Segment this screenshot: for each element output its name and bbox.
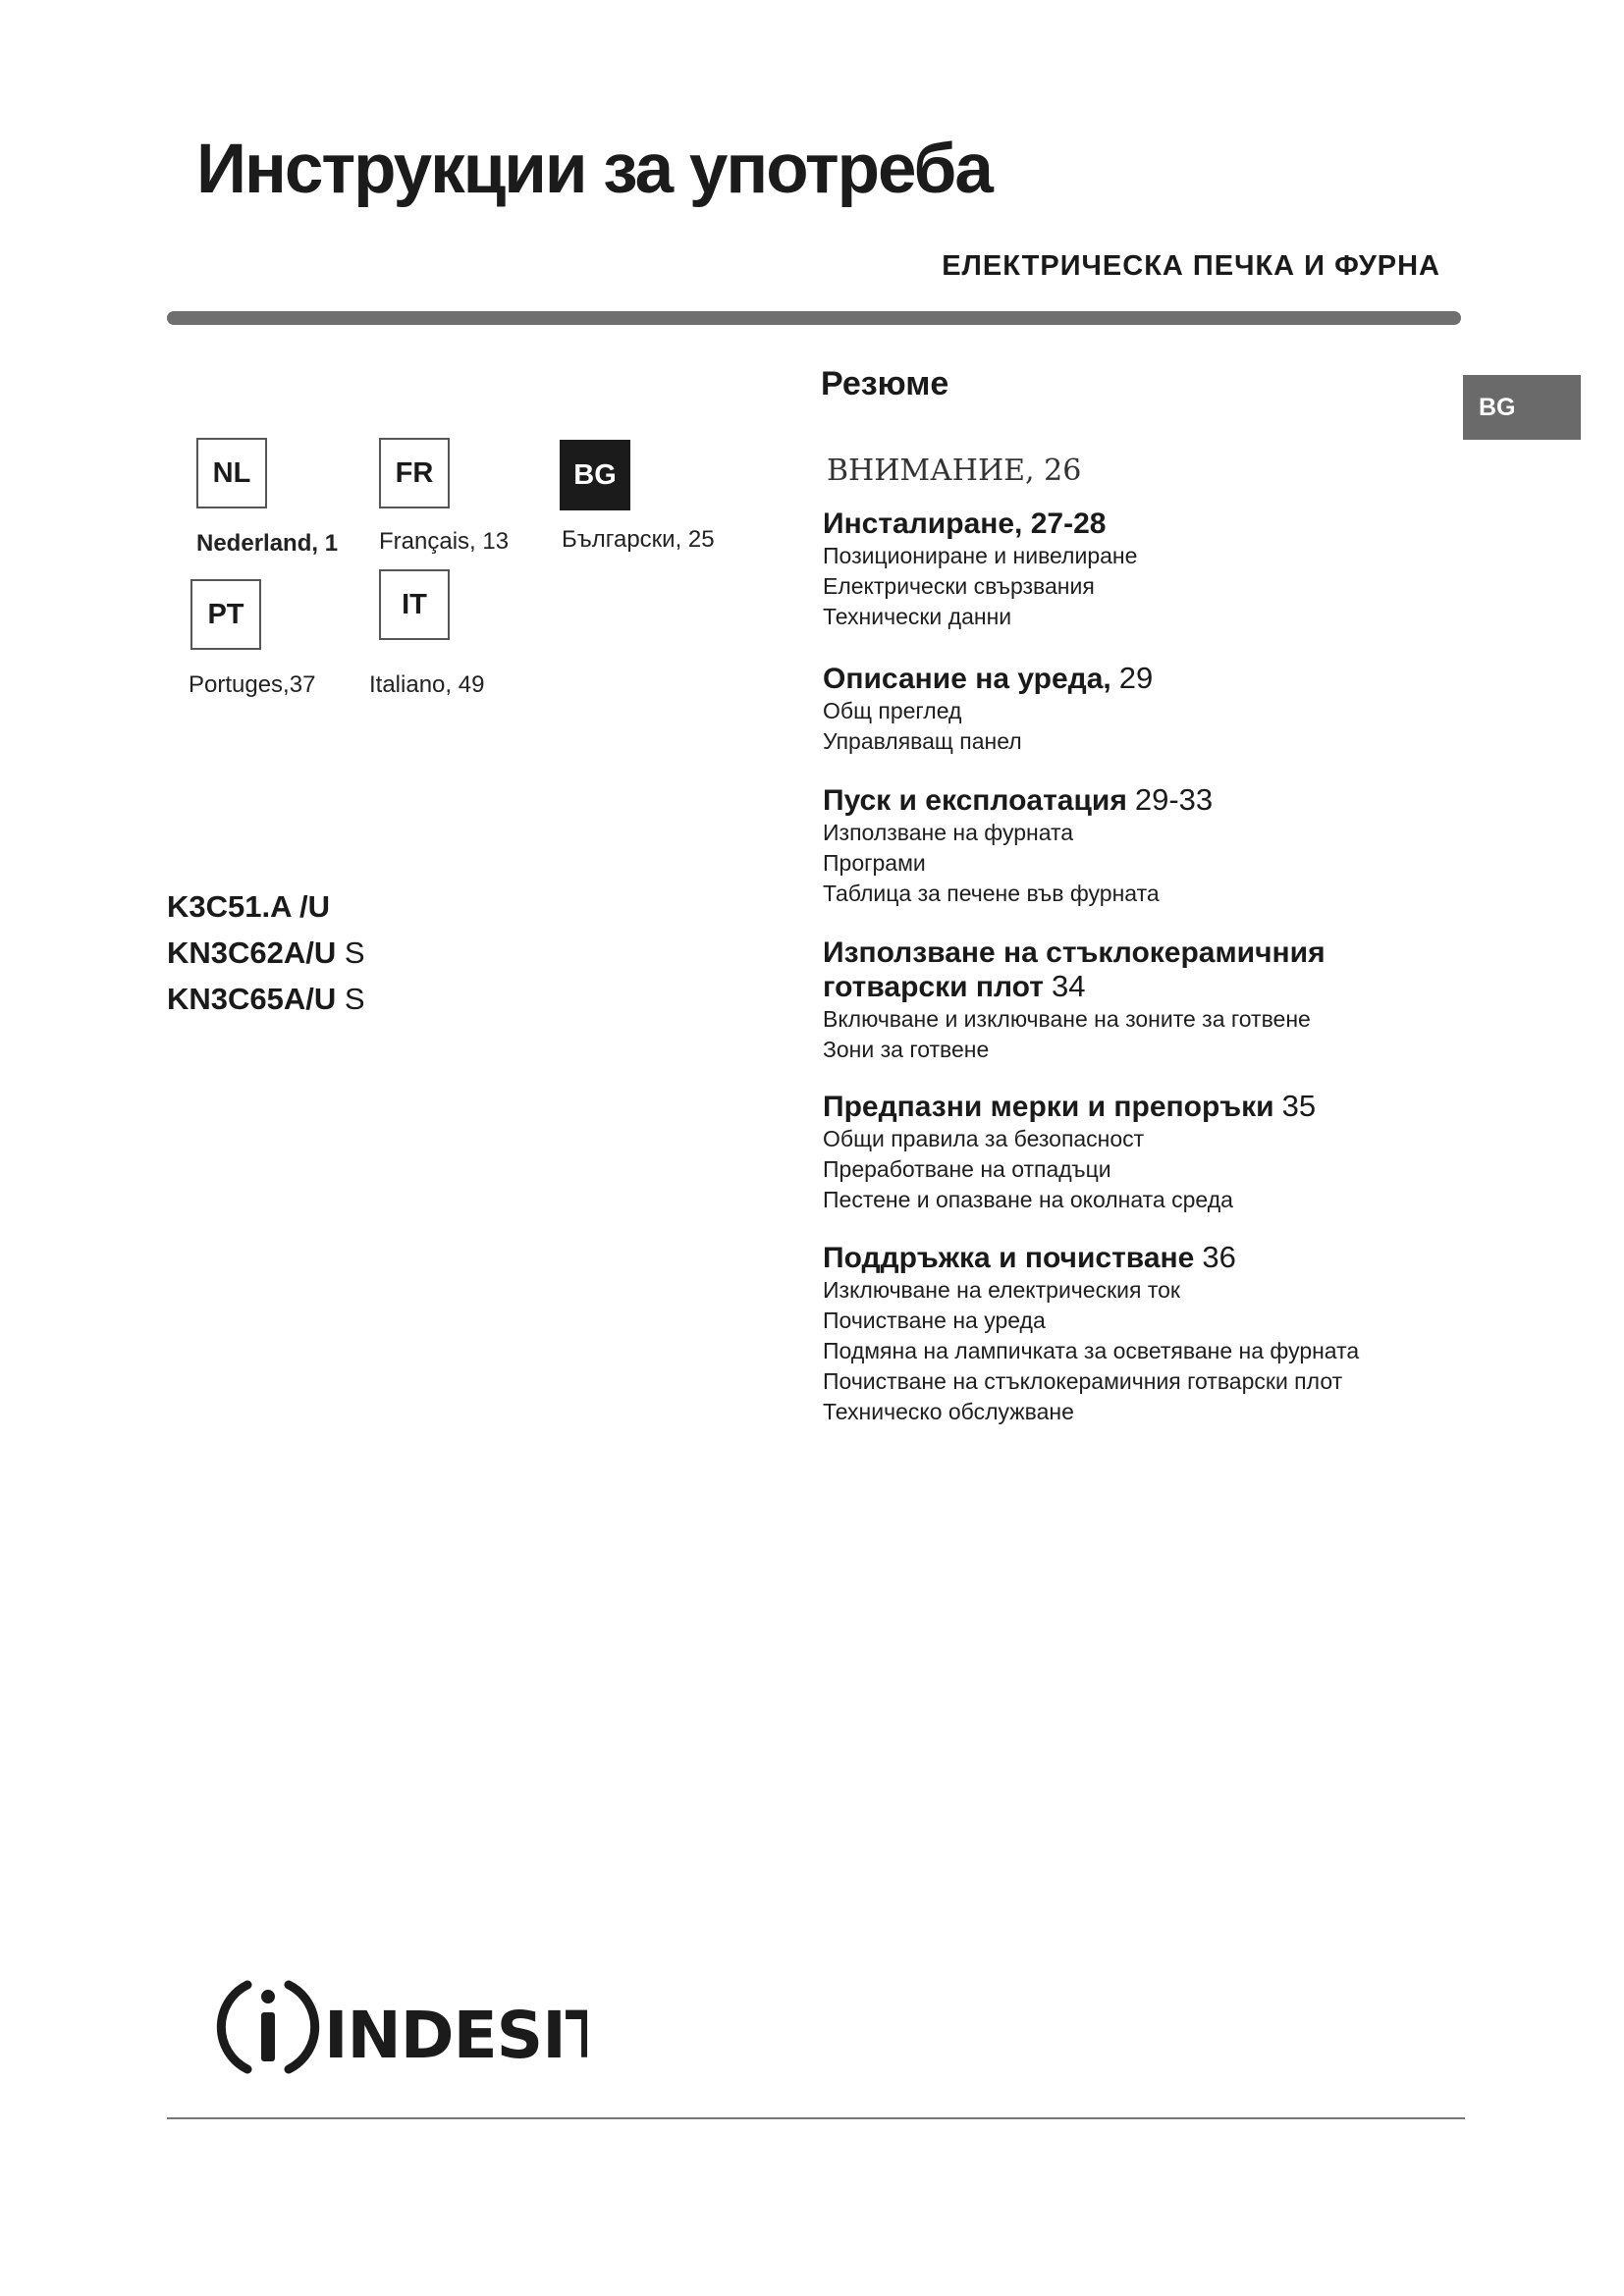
header-divider bbox=[167, 311, 1461, 325]
toc-item: Подмяна на лампичката за осветяване на фурната bbox=[823, 1338, 1360, 1363]
lang-box-bg[interactable]: BG bbox=[560, 440, 630, 510]
toc-heading[interactable]: Използване на стъклокерамичния готварски плот 34 bbox=[823, 936, 1326, 1003]
toc-heading[interactable]: Предпазни мерки и препоръки 35 bbox=[823, 1089, 1317, 1123]
toc-item: Преработване на отпадъци bbox=[823, 1156, 1111, 1182]
lang-box-fr[interactable]: FR bbox=[379, 438, 450, 508]
toc-item: Зони за готвене bbox=[823, 1037, 990, 1062]
toc-section-maintenance bbox=[823, 1241, 1451, 1427]
toc-item: Технически данни bbox=[823, 604, 1012, 629]
lang-box-pt[interactable]: PT bbox=[190, 579, 261, 650]
toc-section-operation bbox=[823, 783, 1451, 909]
lang-label-fr: Français, 13 bbox=[379, 528, 510, 555]
language-side-tab: BG bbox=[1463, 375, 1581, 440]
toc-item: Почистване на стъклокерамичния готварски плот bbox=[823, 1368, 1343, 1394]
document-title: Инструкции за употреба bbox=[196, 131, 992, 208]
indesit-logo-mark bbox=[214, 1973, 587, 2081]
model-name: KN3C62A/U S bbox=[167, 935, 365, 970]
toc-heading[interactable]: Инсталиране, 27-28 bbox=[823, 507, 1107, 540]
toc-item: Използване на фурната bbox=[823, 820, 1074, 845]
brand-text: INDESIT bbox=[324, 1998, 587, 2073]
toc-item: Общи правила за безопасност bbox=[823, 1126, 1145, 1151]
toc-heading[interactable]: Описание на уреда, 29 bbox=[823, 661, 1154, 695]
toc-section-safety bbox=[823, 1090, 1451, 1215]
toc-heading[interactable]: Пуск и експлоатация 29-33 bbox=[823, 782, 1214, 817]
lang-box-nl[interactable]: NL bbox=[196, 438, 267, 508]
toc-item: Общ преглед bbox=[823, 698, 962, 723]
lang-label-nl: Nederland, 1 bbox=[196, 530, 339, 557]
indesit-logo bbox=[214, 1973, 587, 2086]
toc-item: Електрически свързвания bbox=[823, 573, 1095, 599]
lang-label-bg: Български, 25 bbox=[562, 526, 715, 553]
toc-item: Управляващ панел bbox=[823, 728, 1022, 754]
lang-label-it: Italiano, 49 bbox=[369, 671, 485, 698]
toc-section-hob bbox=[823, 936, 1373, 1065]
toc-item: Таблица за печене във фурната bbox=[823, 881, 1160, 906]
toc-item: Пестене и опазване на околната среда bbox=[823, 1187, 1233, 1212]
toc-section-description bbox=[823, 662, 1451, 757]
lang-box-it[interactable]: IT bbox=[379, 569, 450, 640]
toc-heading[interactable]: Поддръжка и почистване 36 bbox=[823, 1240, 1236, 1274]
model-name: KN3C65A/U S bbox=[167, 982, 365, 1016]
lang-label-pt: Portuges,37 bbox=[189, 671, 316, 698]
toc-item: Позициониране и нивелиране bbox=[823, 543, 1138, 568]
toc-item: Почистване на уреда bbox=[823, 1308, 1046, 1333]
toc-title: Резюме bbox=[821, 365, 949, 402]
toc-item: Включване и изключване на зоните за готвене bbox=[823, 1006, 1311, 1032]
model-name: K3C51.A /U bbox=[167, 889, 330, 924]
toc-warning[interactable]: ВНИМАНИЕ, 26 bbox=[827, 454, 1082, 488]
document-subtitle: ЕЛЕКТРИЧЕСКА ПЕЧКА И ФУРНА bbox=[942, 250, 1440, 282]
footer-divider bbox=[167, 2117, 1465, 2119]
toc-item: Програми bbox=[823, 850, 926, 876]
toc-item: Изключване на електрическия ток bbox=[823, 1277, 1180, 1303]
toc-section-installation bbox=[823, 507, 1451, 632]
toc-item: Техническо обслужване bbox=[823, 1399, 1074, 1424]
